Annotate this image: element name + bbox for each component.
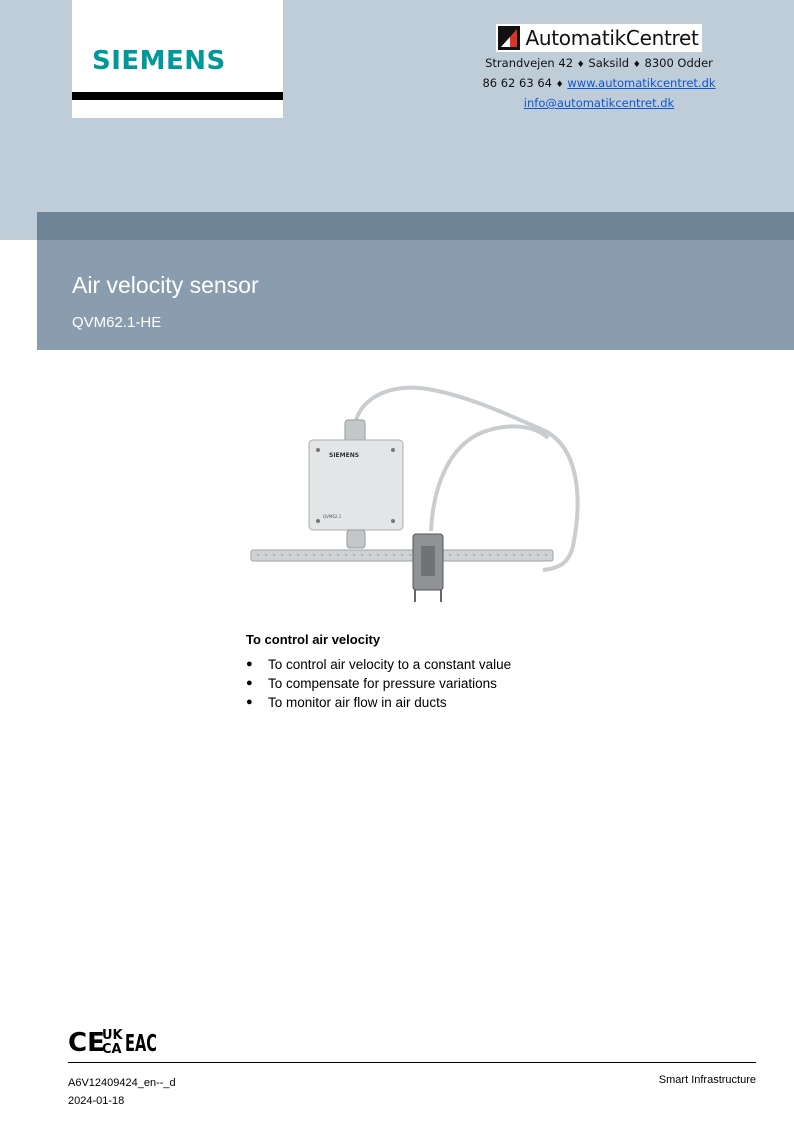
division-name: Smart Infrastructure [658,1074,756,1086]
document-date: 2024-01-18 [68,1095,125,1107]
svg-text:EAC: EAC [125,1031,157,1057]
separator-diamond-icon: ♦ [576,60,585,70]
ce-mark-icon [68,1028,105,1058]
siemens-wordmark: SIEMENS [92,46,226,76]
title-strip [37,212,794,240]
document-title: Air velocity sensor [72,272,259,298]
dealer-address [470,54,728,74]
footer-left [68,1074,176,1110]
svg-text:UK: UK [102,1028,123,1043]
dealer-email-link[interactable]: info@automatikcentret.dk [523,96,675,110]
features-heading: To control air velocity [246,632,381,647]
flange-clamp [421,546,435,576]
features-section [246,632,511,712]
features-list [246,655,511,712]
product-photo [243,376,583,608]
tube-cable [431,426,548,531]
dealer-logo-icon [498,26,520,50]
dealer-name: AutomatikCentret [525,26,699,50]
dealer-email-row [470,94,728,112]
siemens-logo [72,0,283,118]
dealer-town: Saksild [588,56,630,70]
dealer-street: Strandvejen 42 [485,56,574,70]
model-number: QVM62.1-HE [72,314,162,331]
feature-item: ● To monitor air flow in air ducts [246,693,511,712]
housing-screw [316,519,320,523]
separator-diamond-icon: ♦ [555,80,564,90]
title-band [37,240,794,350]
footer-rule [68,1062,756,1063]
housing-screw [391,448,395,452]
feature-item: ● To compensate for pressure variations [246,674,511,693]
document-id: A6V12409424_en--_d [68,1077,176,1089]
dealer-postcode: 8300 Odder [644,56,713,70]
ukca-mark-icon [102,1028,124,1057]
dealer-contact [470,74,728,94]
dealer-logo [496,24,701,52]
eac-mark-icon [125,1031,157,1057]
housing-brand-text: SIEMENS [329,452,360,459]
svg-text:CA: CA [102,1042,122,1057]
housing-screw [391,519,395,523]
svg-text:CE: CE [68,1028,105,1058]
cable-gland-bottom [347,530,365,548]
feature-item: ● To control air velocity to a constant value [246,655,511,674]
certification-marks [68,1025,160,1058]
dealer-website-link[interactable]: www.automatikcentret.dk [567,76,716,90]
housing-screw [316,448,320,452]
logo-underline-bar [72,92,283,100]
separator-diamond-icon: ♦ [632,60,641,70]
dealer-block [470,24,728,112]
housing-model-text: QVM62.1 [323,514,342,519]
dealer-phone: 86 62 63 64 [482,76,552,90]
